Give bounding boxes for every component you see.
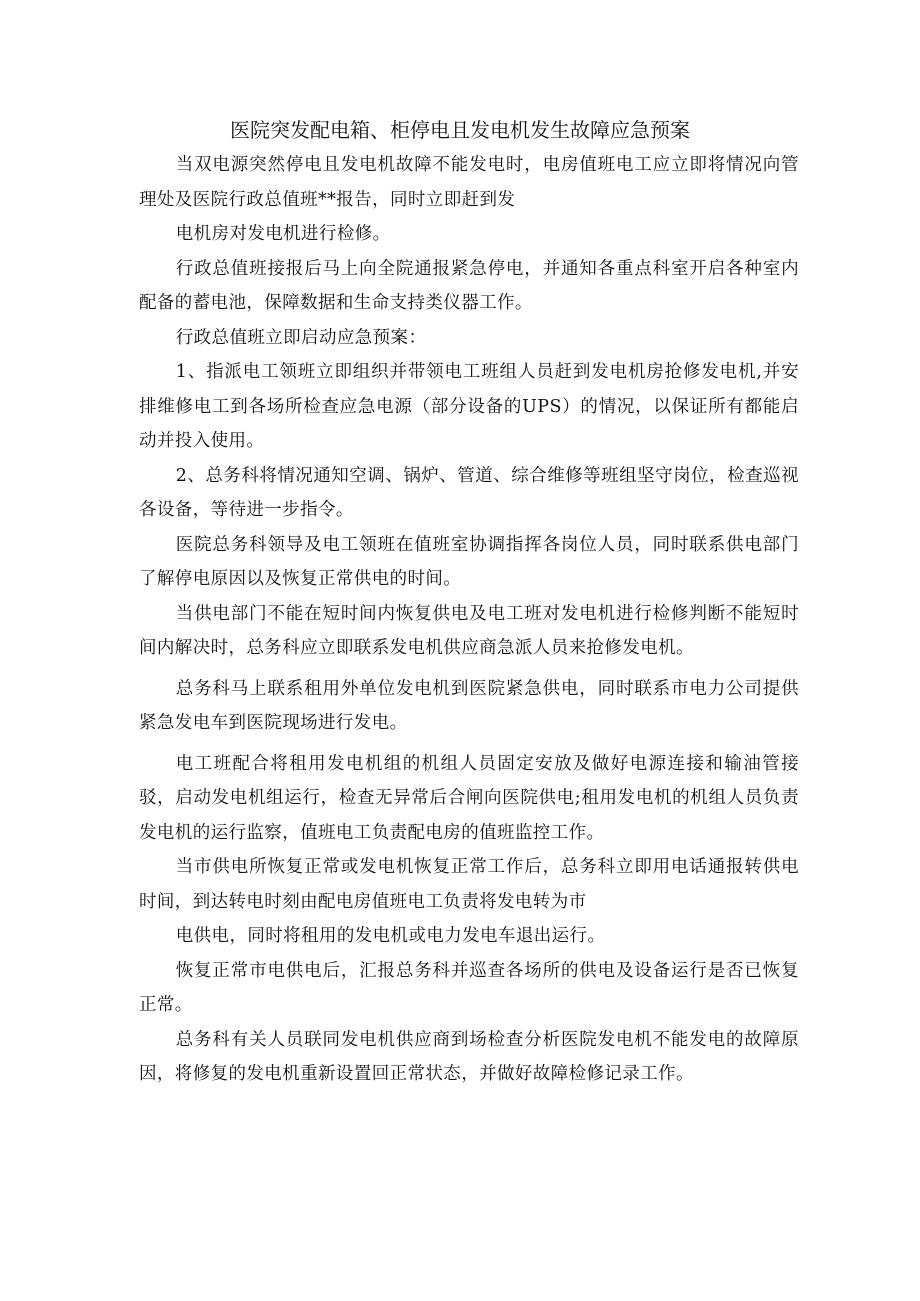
paragraph: 总务科有关人员联同发电机供应商到场检查分析医院发电机不能发电的故障原因，将修复的发电机重新设置回正常状态，并做好故障检修记录工作。 bbox=[139, 1029, 799, 1084]
paragraph: 总务科马上联系租用外单位发电机到医院紧急供电，同时联系市电力公司提供紧急发电车到医院现场进行发电。 bbox=[139, 678, 799, 733]
paragraph: 电机房对发电机进行检修。 bbox=[175, 224, 391, 244]
paragraph: 恢复正常市电供电后，汇报总务科并巡查各场所的供电及设备运行是否已恢复正常。 bbox=[139, 960, 799, 1015]
document-body bbox=[139, 148, 799, 1092]
paragraph: 行政总值班立即启动应急预案： bbox=[175, 327, 427, 348]
document-title: 医院突发配电箱、柜停电且发电机发生故障应急预案 bbox=[230, 118, 690, 142]
paragraph: 当市供电所恢复正常或发电机恢复正常工作后，总务科立即用电话通报转供电时间，到达转电时刻由配电房值班电工负责将发电转为市 bbox=[139, 857, 799, 912]
paragraph: 电供电，同时将租用的发电机或电力发电车退出运行。 bbox=[175, 926, 606, 946]
paragraph: 当双电源突然停电且发电机故障不能发电时，电房值班电工应立即将情况向管理处及医院行政总值班**报告，同时立即赶到发 bbox=[139, 155, 799, 210]
paragraph: 行政总值班接报后马上向全院通报紧急停电，并通知各重点科室开启各种室内配备的蓄电池，保障数据和生命支持类仪器工作。 bbox=[139, 258, 799, 313]
paragraph: 电工班配合将租用发电机组的机组人员固定安放及做好电源连接和输油管接驳，启动发电机组运行，检查无异常后合闸向医院供电;租用发电机的机组人员负责发电机的运行监察，值班电工负责配电房的值班监控工作。 bbox=[139, 753, 799, 843]
paragraph: 1、指派电工领班立即组织并带领电工班组人员赶到发电机房抢修发电机,并安排维修电工到各场所检查应急电源（部分设备的UPS）的情况，以保证所有都能启动并投入使用。 bbox=[139, 362, 799, 451]
paragraph: 当供电部门不能在短时间内恢复供电及电工班对发电机进行检修判断不能短时间内解决时，总务科应立即联系发电机供应商急派人员来抢修发电机。 bbox=[139, 603, 799, 658]
paragraph: 医院总务科领导及电工领班在值班室协调指挥各岗位人员，同时联系供电部门了解停电原因以及恢复正常供电的时间。 bbox=[139, 534, 799, 589]
paragraph: 2、总务科将情况通知空调、锅炉、管道、综合维修等班组坚守岗位，检查巡视各设备，等待进一步指令。 bbox=[139, 465, 799, 520]
